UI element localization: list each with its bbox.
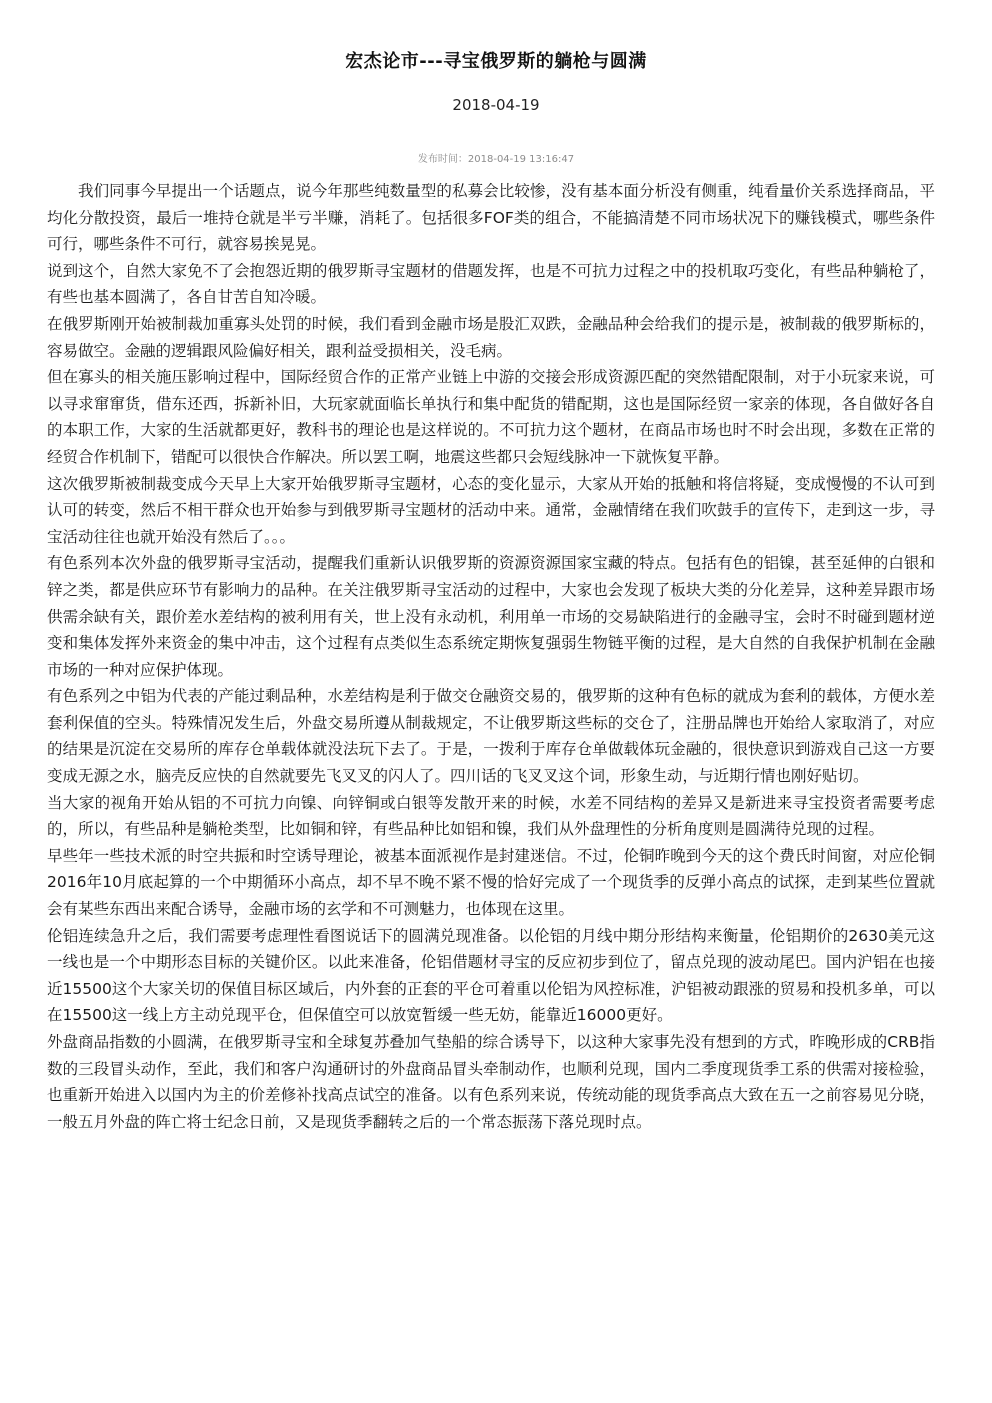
paragraph: 当大家的视角开始从铝的不可抗力向镍、向锌铜或白银等发散开来的时候，水差不同结构的差异又是新进来寻宝投资者需要考虑的，所以，有些品种是躺枪类型，比如铜和锌，有些品种比如铝和镍，我们从外盘理性的分析角度则是圆满待兑现的过程。 xyxy=(47,793,935,839)
paragraph: 在俄罗斯刚开始被制裁加重寡头处罚的时候，我们看到金融市场是股汇双跌，金融品种会给我们的提示是，被制裁的俄罗斯标的，容易做空。金融的逻辑跟风险偏好相关，跟利益受损相关，没毛病。 xyxy=(47,314,935,360)
paragraph: 有色系列本次外盘的俄罗斯寻宝活动，提醒我们重新认识俄罗斯的资源资源国家宝藏的特点。包括有色的铝镍，甚至延伸的白银和锌之类，都是供应环节有影响力的品种。在关注俄罗斯寻宝活动的过程中，大家也会发现了板块大类的分化差异，这种差异跟市场供需余缺有关，跟价差水差结构的被利用有关，世上没有永动机，利用单一市场的交易缺陷进行的金融寻宝，会时不时碰到题材逆变和集体发挥外来资金的集中冲击，这个过程有点类似生态系统定期恢复强弱生物链平衡的过程，是大自然的自我保护机制在金融市场的一种对应保护体现。 xyxy=(47,554,935,679)
publish-time: 发布时间：2018-04-19 13:16:47 xyxy=(417,154,575,165)
paragraph: 伦铝连续急升之后，我们需要考虑理性看图说话下的圆满兑现准备。以伦铝的月线中期分形结构来衡量，伦铝期价的2630美元这一线也是一个中期形态目标的关键价区。以此来准备，伦铝借题材寻宝的反应初步到位了，留点兑现的波动尾巴。国内沪铝在也接近15500这个大家关切的保值目标区域后，内外套的正套的平仓可着重以伦铝为风控标准，沪铝被动跟涨的贸易和投机多单，可以在15500这一线上方主动兑现平仓，但保值空可以放宽暂缓一些无妨，能靠近16000更好。 xyxy=(47,926,935,1025)
article-date: 2018-04-19 xyxy=(452,96,540,114)
paragraph: 但在寡头的相关施压影响过程中，国际经贸合作的正常产业链上中游的交接会形成资源匹配的突然错配限制，对于小玩家来说，可以寻求窜窜货，借东还西，拆新补旧，大玩家就面临长单执行和集中配货的错配期，这也是国际经贸一家亲的体现，各自做好各自的本职工作，大家的生活就都更好，教科书的理论也是这样说的。不可抗力这个题材，在商品市场也时不时会出现，多数在正常的经贸合作机制下，错配可以很快合作解决。所以罢工啊，地震这些都只会短线脉冲一下就恢复平静。 xyxy=(47,368,935,466)
paragraph: 这次俄罗斯被制裁变成今天早上大家开始俄罗斯寻宝题材，心态的变化显示，大家从开始的抵触和将信将疑，变成慢慢的不认可到认可的转变，然后不相干群众也开始参与到俄罗斯寻宝题材的活动中来。通常，金融情绪在我们吹鼓手的宣传下，走到这一步，寻宝活动往往也就开始没有然后了。。。 xyxy=(47,474,935,546)
paragraph: 外盘商品指数的小圆满，在俄罗斯寻宝和全球复苏叠加气垫船的综合诱导下，以这种大家事先没有想到的方式，昨晚形成的CRB指数的三段冒头动作，至此，我们和客户沟通研讨的外盘商品冒头牵制动作，也顺利兑现，国内二季度现货季工系的供需对接检验，也重新开始进入以国内为主的价差修补找高点试空的准备。以有色系列来说，传统动能的现货季高点大致在五一之前容易见分晓，一般五月外盘的阵亡将士纪念日前，又是现货季翻转之后的一个常态振荡下落兑现时点。 xyxy=(47,1033,935,1131)
paragraph: 说到这个，自然大家免不了会抱怨近期的俄罗斯寻宝题材的借题发挥，也是不可抗力过程之中的投机取巧变化，有些品种躺枪了，有些也基本圆满了，各自甘苦自知冷暖。 xyxy=(47,261,935,307)
article-body xyxy=(47,178,935,1135)
paragraph: 我们同事今早提出一个话题点，说今年那些纯数量型的私募会比较惨，没有基本面分析没有侧重，纯看量价关系选择商品，平均化分散投资，最后一堆持仓就是半亏半赚，消耗了。包括很多FOF类的组合，不能搞清楚不同市场状况下的赚钱模式，哪些条件可行，哪些条件不可行，就容易挨晃晃。 xyxy=(47,182,935,254)
paragraph: 早些年一些技术派的时空共振和时空诱导理论，被基本面派视作是封建迷信。不过，伦铜昨晚到今天的这个费氏时间窗，对应伦铜2016年10月底起算的一个中期循环小高点，却不早不晚不紧不慢的恰好完成了一个现货季的反弹小高点的试探，走到某些位置就会有某些东西出来配合诱导，金融市场的玄学和不可测魅力，也体现在这里。 xyxy=(47,846,935,919)
article-title: 宏杰论市---寻宝俄罗斯的躺枪与圆满 xyxy=(345,51,647,72)
paragraph: 有色系列之中铝为代表的产能过剩品种，水差结构是利于做交仓融资交易的，俄罗斯的这种有色标的就成为套利的载体，方便水差套利保值的空头。特殊情况发生后，外盘交易所遵从制裁规定，不让俄罗斯这些标的交仓了，注册品牌也开始给人家取消了，对应的结果是沉淀在交易所的库存仓单载体就没法玩下去了。于是，一拨利于库存仓单做载体玩金融的，很快意识到游戏自己这一方要变成无源之水，脑壳反应快的自然就要先飞叉叉的闪人了。四川话的飞叉叉这个词，形象生动，与近期行情也刚好贴切。 xyxy=(47,687,935,786)
